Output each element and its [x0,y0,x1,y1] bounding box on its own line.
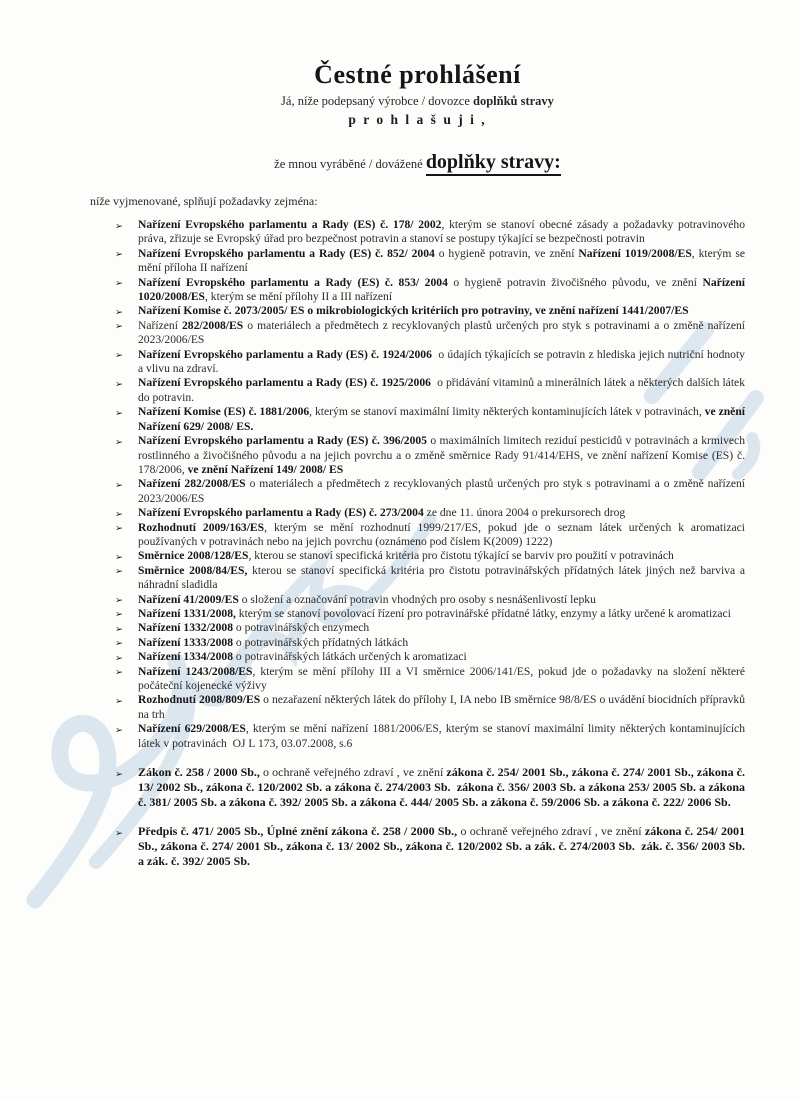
regulation-text: kterým se stanoví povolovací řízení pro potravinářské přídatné látky, enzymy a látky určené k aromatizaci [235,606,731,620]
bullet-arrow-icon: ➢ [115,566,123,578]
bullet-arrow-icon: ➢ [115,827,123,839]
intro-line: níže vyjmenované, splňují požadavky zejména: [90,194,318,208]
list-item [115,765,749,810]
list-item [115,477,748,506]
regulation-ref: Rozhodnutí 2009/163/ES [138,520,265,534]
regulation-text: kterou se stanoví specifická kritéria pro čistotu potravinářských přídatných látek jiných než barviva a náhradní sladidla [138,563,748,592]
regulation-text: o maximálních limitech reziduí pesticidů v potravinách a krmivech rostlinného a živočišného původu a na jejich povrchu a o změně směrnice Rady 91/414/EHS, ve znění nařízení Komise (ES) č. 178/2006, [138,434,748,476]
regulation-ref: Nařízení 1020/2008/ES [138,275,748,304]
subtitle-line [90,94,745,109]
regulation-text: o složení a označování potravin vhodných pro osoby s nesnášenlivostí lepku [238,592,596,606]
bullet-arrow-icon: ➢ [115,523,123,535]
list-item [115,693,748,722]
regulation-ref: Předpis č. 471/ 2005 Sb., Úplné znění zákona č. 258 / 2000 Sb., [138,824,458,839]
regulation-ref: Nařízení 1334/2008 [138,650,233,664]
regulation-ref: Nařízení Evropského parlamentu a Rady (ES) č. 1924/2006 [138,347,432,361]
list-item [115,218,748,247]
list-item [115,664,748,694]
regulation-text: ze dne 11. února 2004 o prekursorech drog [423,506,626,520]
bullet-arrow-icon: ➢ [115,321,123,333]
list-item [115,563,748,593]
list-item [115,434,748,477]
bullet-arrow-icon: ➢ [115,695,123,707]
regulation-ref: zákona č. 254/ 2001 Sb., zákona č. 274/ 2001 Sb., zákona č. 13/ 2002 Sb., zákona č. 120/2002 Sb. a zákona č. 274/2003 Sb. zákona č. 356/ 2003 Sb. a zákona 253/ 2005 Sb. a zákona č. 381/ 2005 Sb. a zákona č. 392/ 2005 Sb. a zákona č. 444/ 2005 Sb. a zákona č. 59/2006 Sb. a zákona č. 222/ 2006 Sb. [138,765,749,810]
regulation-ref: ve znění Nařízení 629/ 2008/ ES. [138,405,748,433]
list-item [115,275,748,305]
list-item [115,246,748,276]
regulation-text: , kterým se mění přílohy II a III nařízení [205,290,393,304]
regulation-text: , kterou se stanoví specifická kritéria pro čistotu týkající se barviv pro použití v potravinách [248,549,674,563]
regulation-ref: Nařízení Komise (ES) č. 1881/2006 [138,405,310,419]
list-item [115,347,748,377]
bullet-arrow-icon: ➢ [115,220,123,232]
document-header [90,60,745,174]
regulation-ref: ve znění Nařízení 149/ 2008/ ES [187,462,344,476]
regulation-text: , kterým se mění přílohy III a VI směrnice 2006/141/ES, pokud jde o požadavky na složení některé počáteční kojenecké výživy [138,664,748,692]
bullet-arrow-icon: ➢ [115,508,123,520]
regulation-ref: Nařízení Evropského parlamentu a Rady (ES) č. 273/2004 [138,506,424,520]
regulation-ref: Nařízení Komise č. 2073/2005/ ES o mikrobiologických kritériích pro potraviny, ve znění nařízení 1441/2007/ES [138,304,689,318]
bullet-arrow-icon: ➢ [115,479,123,491]
bullet-arrow-icon: ➢ [115,638,123,650]
regulation-text: , kterým se stanoví obecné zásady a požadavky potravinového práva, zřizuje se Evropský úřad pro bezpečnost potravin a stanoví se postupy týkající se bezpečnosti potravin [138,218,748,246]
regulation-text: , kterým se mění příloha II nařízení [138,246,748,275]
regulation-ref: zákona č. 254/ 2001 Sb., zákona č. 274/ 2001 Sb., zákona č. 13/ 2002 Sb., zákona č. 120/2002 Sb. a zák. č. 274/2003 Sb. zák. č. 356/ 2003 Sb. a zák. č. 392/ 2005 Sb. [138,824,748,869]
regulation-ref: Nařízení Evropského parlamentu a Rady (ES) č. 852/ 2004 [138,246,435,260]
statement-bold-underline: doplňky stravy: [426,151,561,176]
bullet-arrow-icon: ➢ [115,249,123,261]
bullet-arrow-icon: ➢ [115,623,123,635]
regulation-text: , kterým se stanoví maximální limity některých kontaminujících látek v potravinách, [309,405,705,419]
list-item [115,304,745,318]
regulation-text: o ochraně veřejného zdraví , ve znění [457,824,645,839]
regulation-text: o ochraně veřejného zdraví , ve znění [259,765,447,780]
bullet-arrow-icon: ➢ [115,378,123,390]
bullet-arrow-icon: ➢ [115,652,123,664]
list-item [115,376,748,405]
list-item [115,405,748,434]
regulation-text: o potravinářských látkách určených k aromatizaci [233,650,467,664]
regulation-text: o hygieně potravin, ve znění [434,246,579,260]
list-item [115,549,745,563]
subtitle-bold: doplňků stravy [473,94,554,108]
regulation-ref: Nařízení Evropského parlamentu a Rady (ES) č. 396/2005 [138,434,427,448]
regulation-text: , kterým se mění nařízení 1881/2006/ES, kterým se stanoví maximální limity některých kontaminujících látek v potravinách OJ L 173, 03.07.2008, s.6 [138,722,748,750]
regulation-text: , kterým se mění rozhodnutí 1999/217/ES, pokud jde o seznam látek určených k aromatizaci používaných v potravinách nebo na jejich povrchu (oznámeno pod číslem K(2009) 1222) [138,520,748,548]
list-item [115,722,748,751]
regulation-ref: 282/2008/ES [182,318,244,332]
regulation-list [0,218,800,869]
regulation-text: o materiálech a předmětech z recyklovaných plastů určených pro styk s potravinami a o změně nařízení 2023/2006/ES [138,318,748,347]
bullet-arrow-icon: ➢ [115,436,123,448]
regulation-text: o přidávání vitaminů a minerálních látek a některých dalších látek do potravin. [138,376,748,404]
statement-prefix: že mnou vyráběné / dovážené [274,157,426,171]
regulation-ref: Zákon č. 258 / 2000 Sb., [138,765,260,780]
regulation-ref: Nařízení 282/2008/ES [138,477,246,491]
regulation-text: o potravinářských enzymech [233,621,370,635]
statement-line [90,151,745,174]
list-item [115,592,745,607]
bullet-arrow-icon: ➢ [115,278,123,290]
regulation-ref: Nařízení 1333/2008 [138,635,233,649]
bullet-arrow-icon: ➢ [115,667,123,679]
regulation-ref: Nařízení 1019/2008/ES [578,246,692,260]
list-item [115,606,745,621]
regulation-text: o potravinářských přídatných látkách [233,635,409,649]
regulation-ref: Nařízení Evropského parlamentu a Rady (ES) č. 1925/2006 [138,376,431,390]
bullet-arrow-icon: ➢ [115,306,123,318]
list-item [115,318,748,348]
regulation-ref: Nařízení Evropského parlamentu a Rady (ES) č. 178/ 2002 [138,218,442,231]
subtitle-prefix: Já, níže podepsaný výrobce / dovozce [281,94,473,108]
regulation-text: o hygieně potravin živočišného původu, ve znění [447,275,703,289]
regulation-ref: Rozhodnutí 2008/809/ES [138,693,261,707]
regulation-ref: Nařízení 1331/2008, [138,606,236,620]
list-item [115,520,748,550]
regulation-ref: Směrnice 2008/128/ES [138,549,249,563]
bullet-arrow-icon: ➢ [115,350,123,362]
bullet-arrow-icon: ➢ [115,609,123,621]
regulation-ref: Nařízení 629/2008/ES [138,722,246,736]
bullet-arrow-icon: ➢ [115,595,123,607]
declaration-word: p r o h l a š u j i , [348,112,487,127]
regulation-ref: Nařízení 41/2009/ES [138,592,239,606]
regulation-ref: Nařízení Evropského parlamentu a Rady (ES) č. 853/ 2004 [138,275,448,289]
list-item [115,506,745,520]
list-item [115,824,748,869]
bullet-arrow-icon: ➢ [115,407,123,419]
regulation-text: o nezařazení některých látek do přílohy I, IA nebo IB směrnice 98/8/ES o uvádění biocidních přípravků na trh [138,693,748,721]
list-item [115,650,745,664]
list-item [115,621,745,635]
regulation-ref: Směrnice 2008/84/ES, [138,563,248,577]
list-item [115,635,745,650]
regulation-ref: Nařízení 1332/2008 [138,621,233,635]
bullet-arrow-icon: ➢ [115,551,123,563]
bullet-arrow-icon: ➢ [115,724,123,736]
regulation-text: Nařízení [138,318,182,332]
page-title: Čestné prohlášení [314,60,521,89]
regulation-text: o materiálech a předmětech z recyklovaných plastů určených pro styk s potravinami a o změně nařízení 2023/2006/ES [138,477,748,505]
bullet-arrow-icon: ➢ [115,768,123,780]
regulation-ref: Nařízení 1243/2008/ES [138,664,253,678]
regulation-text: o údajích týkajících se potravin z hlediska jejich nutriční hodnoty a vlivu na zdraví. [138,347,748,376]
